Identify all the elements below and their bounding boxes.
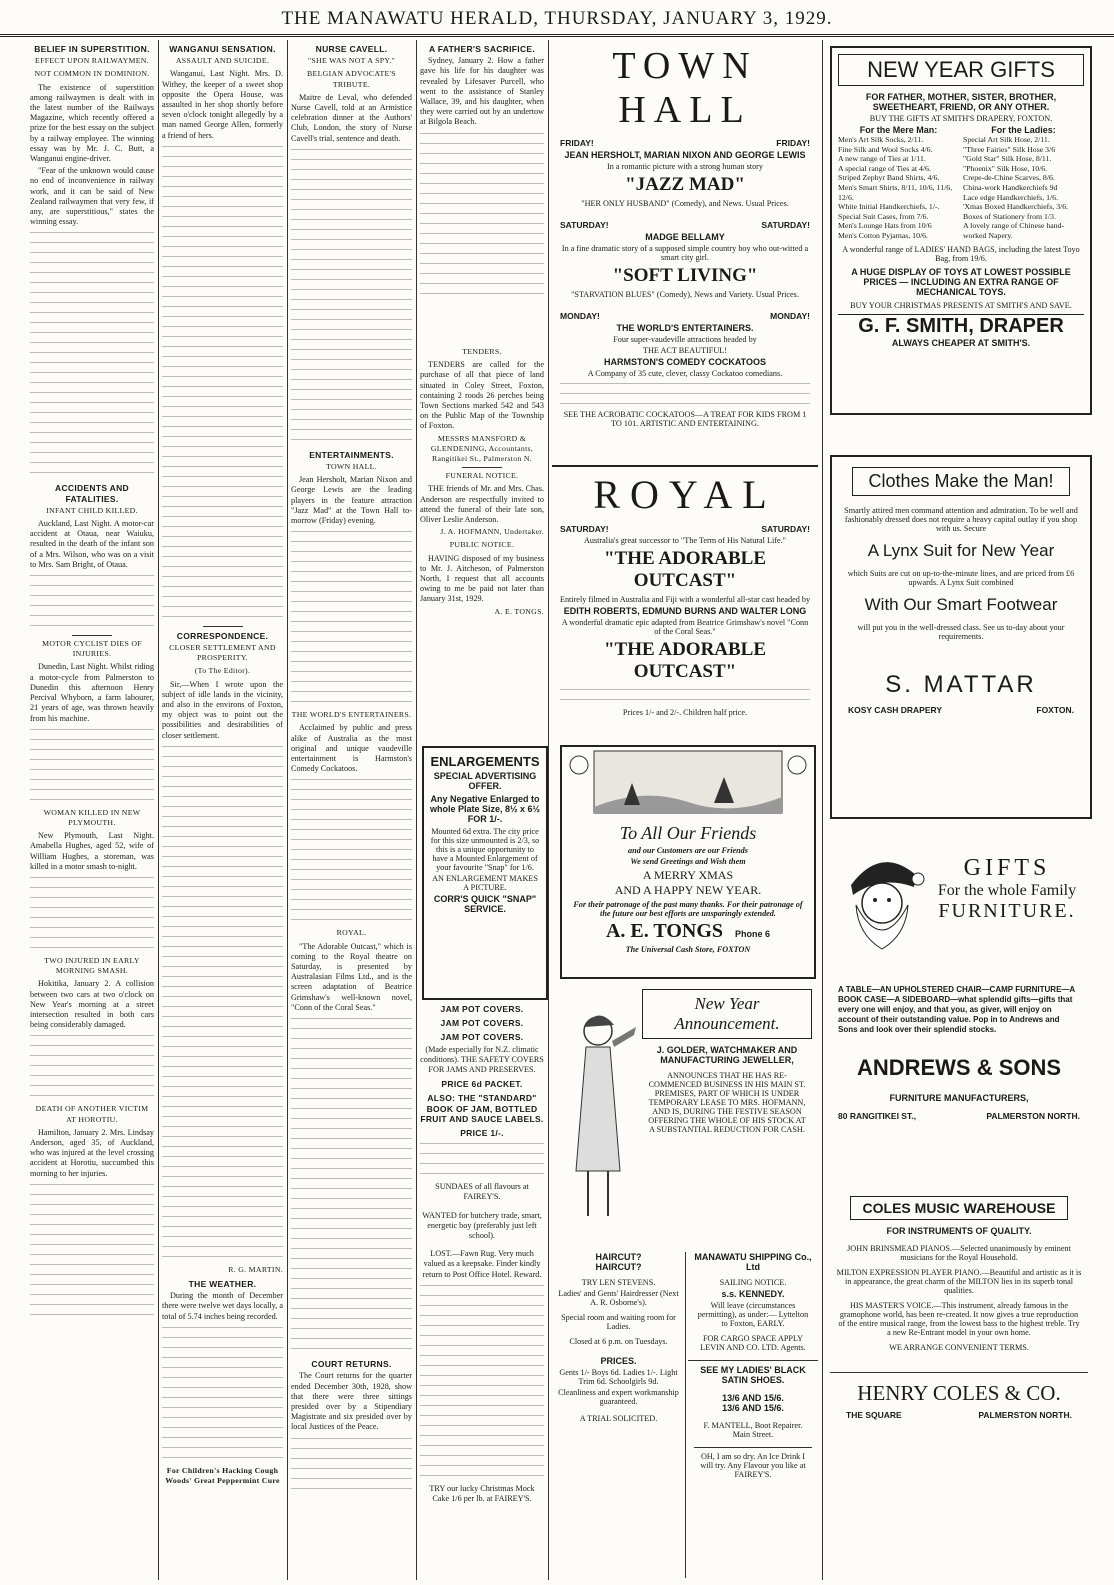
headline: ENTERTAINMENTS. — [309, 449, 394, 460]
mattar-ad — [830, 455, 1092, 819]
ad-subtitle: J. GOLDER, WATCHMAKER AND MANUFACTURING JEWELLER, — [656, 1045, 798, 1065]
shop-town: FOXTON. — [1036, 705, 1074, 715]
ad-price: PRICE 6d PACKET. — [441, 1079, 523, 1090]
shop-address: 80 RANGITIKEI ST., — [838, 1111, 916, 1121]
subheadline: ASSAULT AND SUICIDE. — [175, 56, 270, 66]
shop-town: PALMERSTON NORTH. — [978, 1410, 1072, 1420]
ad-body: "STARVATION BLUES" (Comedy), News and Variety. Usual Prices. — [571, 290, 799, 299]
day-label: FRIDAY! — [776, 138, 810, 148]
ad-text — [560, 380, 810, 408]
ad-body: A wonderful range of LADIES' HAND BAGS, including the latest Toyo Bag, from 19/6. — [842, 244, 1080, 263]
notice-heading: TENDERS. — [462, 347, 502, 356]
gift-item: China-work Handkerchiefs 9d — [963, 182, 1058, 192]
ad-body: BUY YOUR CHRISTMAS PRESENTS AT SMITH'S AND SAVE. — [850, 300, 1072, 310]
column-rule — [416, 40, 417, 1580]
gift-item: Men's Art Silk Socks, 2/11. — [838, 135, 924, 144]
ad-subtitle: FOR FATHER, MOTHER, SISTER, BROTHER, SWEETHEART, FRIEND, OR ANY OTHER. — [865, 92, 1057, 112]
gift-item: Men's Smart Shirts, 8/11, 10/6, 11/6, 12/6. — [838, 182, 953, 202]
subheadline: "SHE WAS NOT A SPY." — [307, 56, 396, 66]
ad-subtitle: FOR INSTRUMENTS OF QUALITY. — [886, 1226, 1032, 1236]
gift-item: Men's Cotton Pyjamas, 10/6. — [838, 230, 928, 240]
ad-heading: MANAWATU SHIPPING Co., Ltd — [694, 1252, 812, 1272]
greeting-line: and our Customers are our Friends — [628, 846, 748, 855]
subheadline: BELGIAN ADVOCATE'S TRIBUTE. — [307, 69, 396, 89]
ad-body: OH, I am so dry. An Ice Drink I will try. Any Flavour you like at FAIREY'S. — [694, 1447, 812, 1479]
ad-heading: HAIRCUT? — [595, 1252, 642, 1262]
ad-body: TRY our lucky Christmas Mock Cake 1/6 per lb. at FAIREY'S. — [429, 1483, 535, 1504]
gift-item: Striped Zephyr Band Shirts, 4/6. — [838, 173, 940, 183]
article-text — [291, 146, 412, 446]
ad-body: which Suits are cut on up-to-the-minute lines, and are priced from £6 upwards. A Lynx Suit combined — [847, 569, 1075, 587]
article-text — [30, 1032, 154, 1102]
headline: CORRESPONDENCE. — [176, 630, 269, 641]
subheadline: DEATH OF ANOTHER VICTIM AT HOROTIU. — [35, 1104, 149, 1124]
notice-paragraph: HAVING disposed of my business to Mr. J. Aitcheson, of Palmerston North, I request that all accounts owing to me be paid not later than January 31st, 1929. — [420, 553, 544, 604]
ad-title: ROYAL — [593, 472, 777, 517]
ad-heading: SEE MY LADIES' BLACK SATIN SHOES. — [688, 1360, 818, 1385]
ad-heading: ALSO: THE "STANDARD" BOOK OF JAM, BOTTLED FRUIT AND SAUCE LABELS. — [420, 1093, 544, 1124]
article-paragraph: Dunedin, Last Night. Whilst riding a motor-cycle from Palmerston to Dunedin this afternoon Henry Percival Whyborn, a farm labourer, 21 years of age, was thrown heavily from his machine. — [30, 662, 154, 723]
article-text — [291, 776, 412, 926]
ad-title: TOWN HALL — [612, 45, 758, 131]
ad-body: In a fine dramatic story of a supposed simple country boy who out-witted a smart city girl. — [561, 244, 809, 262]
ad-text — [420, 1140, 544, 1180]
article-text — [30, 229, 154, 479]
ad-body: Smartly attired men command attention and admiration. To be well and fashionably dressed does not require a heavy capital outlay if you shop with us. Secure — [844, 506, 1078, 533]
article-text — [30, 1181, 154, 1321]
ad-subtitle: HARMSTON'S COMEDY COCKATOOS — [604, 357, 766, 367]
day-label: SATURDAY! — [761, 220, 810, 230]
article-paragraph: Jean Hersholt, Marian Nixon and George Lewis are the leading players in the feature attraction "Jazz Mad" at the Town Hall to-morrow (Friday) evening. — [291, 475, 412, 526]
ad-price: 13/6 AND 15/6. — [722, 1393, 784, 1403]
ladies-list — [963, 125, 1084, 241]
column-rule — [822, 40, 823, 1580]
herald-girl-illustration — [558, 991, 638, 1241]
ship-name: s.s. KENNEDY. — [721, 1289, 785, 1299]
shop-town: PALMERSTON NORTH. — [986, 1111, 1080, 1121]
day-label: MONDAY! — [560, 311, 600, 321]
subheadline: (To The Editor). — [194, 666, 251, 676]
notice-address: MESSRS MANSFORD & GLENDENING, Accountants, Rangitikei St., Palmerston N. — [430, 433, 534, 464]
ad-body: ANNOUNCES THAT HE HAS RE-COMMENCED BUSINESS IN HIS MAIN ST. PREMISES, PART OF WHICH IS UNDER TEMPORARY LEASE TO MRS. HOFMANN, AND IS, DURING THE FESTIVE SEASON OFFERING THE WHOLE OF HIS STOCK AT A SUBSTANTIAL REDUCTION FOR CASH. — [648, 1071, 806, 1134]
day-row — [560, 220, 810, 230]
divider — [462, 467, 502, 468]
notice-heading: FUNERAL NOTICE. — [445, 471, 519, 481]
subheadline: TWO INJURED IN EARLY MORNING SMASH. — [44, 955, 140, 976]
article-text — [162, 743, 283, 1263]
shop-address: THE SQUARE — [846, 1410, 902, 1420]
ad-body: Australia's great successor to "The Term of His Natural Life." — [583, 536, 787, 545]
ad-body: A TABLE—AN UPHOLSTERED CHAIR—CAMP FURNITURE—A BOOK CASE—A SIDEBOARD—what splendid gifts—gifts that every one will enjoy, and that you, as giver, will enjoy on account of their outstanding value. Pop in to Andrews and Sons and look over their splendid stocks. — [838, 985, 1075, 1034]
ad-body: In a romantic picture with a strong human story — [607, 162, 763, 171]
ad-subtitle: A HUGE DISPLAY OF TOYS AT LOWEST POSSIBLE PRICES — INCLUDING AN EXTRA RANGE OF MECHANICAL TOYS. — [851, 266, 1071, 297]
greeting-line: For their patronage of the past many thanks. For their patronage of the future our best efforts are unsparingly extended. — [573, 900, 803, 918]
article-text — [30, 726, 154, 806]
ad-subtitle: THE WORLD'S ENTERTAINERS. — [616, 323, 754, 333]
ad-text — [560, 686, 810, 706]
ad-body: Entirely filmed in Australia and Fiji with a wonderful all-star cast headed by — [559, 595, 811, 604]
film-title: "THE ADORABLE OUTCAST" — [603, 548, 767, 591]
headline: A FATHER'S SACRIFICE. — [428, 44, 536, 54]
shop-tagline: KOSY CASH DRAPERY — [848, 705, 942, 715]
ad-body: F. MANTELL, Boot Repairer. Main Street. — [703, 1421, 803, 1439]
ad-body: THE ACT BEAUTIFUL! — [643, 346, 727, 355]
subheadline: INFANT CHILD KILLED. — [46, 505, 138, 515]
gift-item: "Gold Star" Silk Hose, 8/11. — [963, 154, 1052, 164]
signature: J. A. HOFMANN, Undertaker. — [440, 527, 544, 537]
cast: EDITH ROBERTS, EDMUND BURNS AND WALTER LONG — [563, 606, 807, 616]
signature: A. E. TONGS. — [494, 606, 544, 616]
ad-body: HIS MASTER'S VOICE.—This instrument, already famous in the gramophone world, has been re-created. It now gives a true reproduction of the entire musical range, from the lowest bass to the highest treble. Try a new Re-Entrant model in your own home. — [838, 1301, 1080, 1337]
article-paragraph: New Plymouth, Last Night. Amabella Hughes, aged 52, wife of William Hughes, a storeman, was killed in a motor smash to-night. — [30, 831, 154, 871]
ad-body: Special room and waiting room for Ladies. — [561, 1313, 676, 1331]
royal-ad — [552, 465, 818, 737]
ad-subtitle: For the whole Family — [937, 882, 1077, 899]
shop-name: HENRY COLES & CO. — [830, 1372, 1088, 1406]
shop-name: S. MATTAR — [885, 671, 1037, 698]
greeting-title: To All Our Friends — [619, 823, 757, 843]
golder-ad — [552, 985, 818, 1245]
shop-row — [848, 705, 1074, 715]
ad-body: A wonderful dramatic epic adapted from Beatrice Grimshaw's novel "Conn of the Coral Seas." — [561, 618, 809, 636]
ad-subtitle: SPECIAL ADVERTISING OFFER. — [433, 771, 537, 791]
ad-title: Clothes Make the Man! — [852, 467, 1070, 496]
star: MADGE BELLAMY — [645, 232, 725, 242]
headline: COURT RETURNS. — [311, 1359, 392, 1370]
ad-footer: SEE THE ACROBATIC COCKATOOS—A TREAT FOR KIDS FROM 1 TO 101. ARTISTIC AND ENTERTAINING. — [563, 410, 807, 428]
ad-heading: JAM POT COVERS. — [440, 1032, 524, 1043]
divider — [72, 635, 112, 636]
article-paragraph: Wanganui, Last Night. Mrs. D. Withey, the keeper of a sweet shop opposite the Opera House, was assaulted in her shop shortly before seven o'clock tonight allegedly by a man named George Allen, formerly a friend of hers. — [162, 69, 283, 140]
notice-paragraph: TENDERS are called for the purchase of all that piece of land situated in Coley Street, Foxton, containing 2 roods 26 perches being Town Sections marked 542 and 543 on the Public Map of the Township of Foxton. — [420, 360, 544, 431]
ad-highlight: With Our Smart Footwear — [864, 595, 1058, 614]
list-heading: For the Ladies: — [991, 125, 1056, 135]
ad-body: MILTON EXPRESSION PLAYER PIANO.—Beautiful and artistic as it is in appearance, the great charm of the MILTON lies in its superb tonal qualities. — [836, 1268, 1082, 1295]
advertisement-text: For Children's Hacking Cough Woods' Great Peppermint Cure — [165, 1465, 280, 1486]
winter-scene-illustration — [564, 747, 812, 817]
gift-item: "Three Fairies" Silk Hose 3/6 — [963, 144, 1056, 154]
gift-item: 'Xmas Boxed Handkerchiefs, 3/6. — [963, 202, 1069, 212]
day-label: SATURDAY! — [761, 524, 810, 534]
ad-body: SAILING NOTICE. — [719, 1278, 787, 1287]
ad-body: "HER ONLY HUSBAND" (Comedy), and News. Usual Prices. — [581, 199, 789, 208]
ad-body: JOHN BRINSMEAD PIANOS.—Selected unanimously by eminent musicians for the Royal Household. — [847, 1244, 1071, 1262]
column-4-small-ads — [420, 1000, 544, 1580]
article-paragraph: Hokitika, January 2. A collision between two cars at two o'clock on New Year's morning at a street intersection resulted in both cars being considerably damaged. — [30, 979, 154, 1030]
notice-heading: PUBLIC NOTICE. — [449, 540, 515, 550]
column-1 — [30, 40, 154, 1580]
ad-shop: CORR'S QUICK "SNAP" SERVICE. — [433, 894, 537, 914]
day-row — [560, 311, 810, 321]
subheadline: CLOSER SETTLEMENT AND PROSPERITY. — [169, 643, 276, 663]
column-rule — [287, 40, 288, 1580]
gift-item: Lace edge Handkerchiefs, 1/6. — [963, 192, 1059, 202]
article-text — [162, 143, 283, 623]
ad-subtitle: ALWAYS CHEAPER AT SMITH'S. — [891, 337, 1031, 348]
article-paragraph: The Court returns for the quarter ended December 30th, 1928, show that there were three sittings presided over by a Stipendiary Magistrate and six presided over by local Justices of the Peace. — [291, 1371, 412, 1432]
ad-body: WE ARRANGE CONVENIENT TERMS. — [889, 1343, 1029, 1352]
ad-body: Four super-vaudeville attractions headed by — [613, 335, 757, 344]
ad-title: ENLARGEMENTS — [430, 754, 540, 769]
shop-name: G. F. SMITH, DRAPER — [838, 314, 1084, 338]
ad-body: Ladies' and Gents' Hairdresser (Next A. R. Osborne's). — [558, 1289, 679, 1307]
ad-title: GIFTS — [963, 855, 1051, 881]
shop-desc: FURNITURE MANUFACTURERS, — [889, 1093, 1029, 1103]
article-text — [291, 1435, 412, 1495]
list-heading: For the Mere Man: — [859, 125, 938, 135]
article-paragraph: Sydney, January 2. How a father gave his life for his daughter was revealed by Lifesaver Purcell, who went to the assistance of Stanley Wallace, 39, and his daughter, when they were carried out by an undertow at Bilgola Beach. — [420, 56, 544, 127]
andrews-ad — [830, 835, 1088, 1175]
day-label: MONDAY! — [770, 311, 810, 321]
ad-highlight: A Lynx Suit for New Year — [867, 541, 1055, 560]
ad-body: A Company of 35 cute, clever, classy Cockatoo comedians. — [587, 369, 783, 378]
stevens-ad — [552, 1252, 686, 1578]
headline: ACCIDENTS AND FATALITIES. — [55, 483, 129, 504]
column-rule — [548, 40, 549, 1580]
ad-body: BUY THE GIFTS AT SMITH'S DRAPERY, FOXTON. — [869, 114, 1053, 123]
coles-ad — [830, 1190, 1088, 1578]
ad-body: Closed at 6 p.m. on Tuesdays. — [569, 1337, 668, 1346]
subheadline: MOTOR CYCLIST DIES OF INJURIES. — [42, 639, 142, 659]
gift-item: Special Suit Cases, from 7/6. — [838, 211, 929, 221]
column-4 — [420, 40, 544, 345]
column-3 — [291, 40, 412, 1580]
article-text — [420, 130, 544, 300]
headline: THE WEATHER. — [188, 1279, 257, 1290]
gift-item: "Phoenix" Silk Hose, 10/6. — [963, 163, 1048, 173]
ad-body: (Made especially for N.Z. climatic conditions). THE SAFETY COVERS FOR JAMS AND PRESERVES. — [420, 1044, 544, 1075]
divider — [203, 626, 243, 627]
article-paragraph: Acclaimed by public and press alike of Australia as the most original and unique vaudeville entertainment is Harmston's Comedy Cockatoos. — [291, 723, 412, 774]
film-title: "JAZZ MAD" — [625, 174, 745, 195]
article-paragraph: Maitre de Leval, who defended Nurse Cavell, told at an Armistice celebration dinner at the Authors' Club, London, the story of Nurse Cavell's trial, sentence and death. — [291, 92, 412, 143]
gift-item: A special range of Ties at 4/6. — [838, 163, 931, 173]
ad-body: A TRIAL SOLICITED. — [579, 1414, 658, 1423]
ad-body: Will leave (circumstances permitting), as under:— Lyttelton to Foxton, EARLY. — [697, 1301, 809, 1328]
ad-body: LOST.—Fawn Rug. Very much valued as a keepsake. Finder kindly return to Post Office Hotel. Reward. — [422, 1249, 542, 1279]
ad-price: PRICE 1/-. — [460, 1128, 504, 1139]
shop-row — [838, 1111, 1080, 1121]
ad-body: SUNDAES of all flavours at FAIREY'S. — [435, 1182, 529, 1202]
subheadline: EFFECT UPON RAILWAYMEN. — [35, 56, 149, 66]
gift-item: Boxes of Stationery from 1/3. — [963, 211, 1056, 221]
notice-paragraph: THE friends of Mr. and Mrs. Chas. Anderson are respectfully invited to attend the funeral of their late son, Oliver Leslie Anderson. — [420, 484, 544, 525]
shipping-ad — [688, 1252, 818, 1578]
ad-subtitle: FURNITURE. — [938, 900, 1076, 922]
day-row — [560, 138, 810, 148]
ad-body: Prices 1/- and 2/-. Children half price. — [622, 708, 748, 717]
gift-item: Crepe-de-Chine Scarves, 8/6. — [963, 173, 1055, 183]
article-text — [30, 874, 154, 954]
subheadline: TOWN HALL. — [326, 462, 377, 472]
headline: BELIEF IN SUPERSTITION. — [34, 44, 150, 54]
ad-body: Gents 1/- Boys 6d. Ladies 1/-. Light Trim 6d. Schoolgirls 9d. — [559, 1368, 678, 1386]
cast: JEAN HERSHOLT, MARIAN NIXON AND GEORGE LEWIS — [564, 150, 806, 160]
ad-price: 13/6 AND 15/6. — [722, 1403, 784, 1413]
article-text — [291, 528, 412, 708]
phone: Phone 6 — [735, 929, 771, 939]
film-title: "THE ADORABLE OUTCAST" — [603, 639, 767, 682]
greeting-line: A MERRY XMAS — [642, 868, 734, 882]
gift-item: White Initial Handkerchiefs, 1/-. — [838, 202, 940, 212]
gift-item: Men's Lounge Hats from 10/6 — [838, 221, 932, 231]
ad-body: FOR CARGO SPACE APPLY LEVIN AND CO. LTD. Agents. — [700, 1334, 806, 1352]
ad-body: TRY LEN STEVENS. — [581, 1278, 656, 1287]
headline: NURSE CAVELL. — [315, 44, 388, 54]
ad-body: WANTED for butchery trade, smart, energetic boy (preferably just left school). — [422, 1210, 542, 1241]
ad-body: will put you in the well-dressed class. See us to-day about your requirements. — [857, 623, 1065, 641]
ad-heading: HAIRCUT? — [595, 1262, 642, 1272]
column-4-notices — [420, 346, 544, 746]
subheadline: WOMAN KILLED IN NEW PLYMOUTH. — [43, 807, 141, 827]
day-label: SATURDAY! — [560, 524, 609, 534]
day-label: SATURDAY! — [560, 220, 609, 230]
article-paragraph: During the month of December there were twelve wet days locally, a total of 5.74 inches being recorded. — [162, 1291, 283, 1321]
ad-heading: JAM POT COVERS. — [440, 1018, 524, 1029]
ad-text — [420, 1282, 544, 1482]
gift-item: Special Art Silk Hose, 2/11. — [963, 135, 1050, 144]
shop-name: ANDREWS & SONS — [856, 1055, 1062, 1080]
ad-title: COLES MUSIC WAREHOUSE — [850, 1196, 1068, 1220]
ad-body: Mounted 6d extra. The city price for this size unmounted is 2/3, so this is a unique opportunity to have a Mounted Enlargement of your favourite "Snap" for 1/6. — [430, 827, 540, 872]
subheadline: ROYAL. — [336, 928, 367, 938]
ad-title: New Year Announcement. — [642, 989, 812, 1039]
ad-title: NEW YEAR GIFTS — [838, 54, 1084, 86]
article-paragraph: The existence of superstition among railwaymen is dealt with in the latest number of the Railways Magazine, which recently offered a prize for the best essay on the subject by a railway employee. The winning essay was by Mr. J. C. Butt, a Wanganui engine-driver. — [30, 82, 154, 164]
article-paragraph: Sir,—When I wrote upon the subject of idle lands in the vicinity, and also in the environs of Foxton, my object was to point out the possibilities and desirabilities of closer settlement. — [162, 679, 283, 740]
subheadline: THE WORLD'S ENTERTAINERS. — [291, 710, 412, 720]
film-title: "SOFT LIVING" — [612, 265, 758, 286]
ad-body: Cleanliness and expert workmanship guaranteed. — [558, 1388, 679, 1406]
subheadline: NOT COMMON IN DOMINION. — [34, 69, 150, 79]
headline: WANGANUI SENSATION. — [169, 44, 276, 54]
masthead: THE MANAWATU HERALD, THURSDAY, JANUARY 3, 1929. — [0, 6, 1114, 37]
article-text — [291, 1015, 412, 1355]
shop-address: The Universal Cash Store, FOXTON — [625, 945, 751, 954]
gift-item: Fine Silk and Wool Socks 4/6. — [838, 144, 933, 154]
ad-heading: PRICES. — [600, 1356, 637, 1366]
ad-tagline: AN ENLARGEMENT MAKES A PICTURE. — [432, 874, 538, 892]
article-paragraph: Hamilton, January 2. Mrs. Lindsay Anderson, aged 35, of Auckland, who was injured at the level crossing accident at Horotiu, succumbed this morning to her injuries. — [30, 1127, 154, 1178]
column-rule — [158, 40, 159, 1580]
article-paragraph: "The Adorable Outcast," which is coming to the Royal theatre on Saturday, is presented by Australasian Films Ltd., and is the screen adaptation of Beatrice Grimshaw's well-known novel, "Conn of the Coral Seas." — [291, 941, 412, 1012]
article-text — [30, 572, 154, 632]
ad-heading: JAM POT COVERS. — [440, 1004, 524, 1014]
greeting-line: We send Greetings and Wish them — [630, 857, 746, 866]
article-paragraph: "Fear of the unknown would cause no end of inconvenience in railway work, and it can be said of New Zealand railwaymen that very few, if any, are superstitious," states the winning essay. — [30, 166, 154, 227]
men-list — [838, 125, 959, 241]
ad-offer: Any Negative Enlarged to whole Plate Size, 8½ x 6½ FOR 1/-. — [429, 794, 541, 824]
town-hall-ad — [552, 40, 818, 460]
day-row — [560, 524, 810, 534]
shop-row — [846, 1410, 1072, 1420]
santa-illustration — [836, 845, 926, 955]
signature: R. G. MARTIN. — [228, 1264, 283, 1274]
article-text — [162, 1324, 283, 1464]
shop-name: A. E. TONGS — [605, 920, 724, 942]
gift-item: A new range of Ties at 1/11. — [838, 154, 926, 164]
tongs-greeting-ad — [560, 745, 816, 979]
gift-item: A lovely range of Chinese hand-worked Napery. — [963, 221, 1065, 240]
column-2 — [162, 40, 283, 1580]
article-paragraph: Auckland, Last Night. A motor-car accident at Otaua, near Waiuku, resulted in the death of the infant son of a Mrs. Wilson, who was on a visit to Mrs. Sam Bright, of Otaua. — [30, 519, 154, 569]
new-year-gifts-ad — [830, 46, 1092, 415]
day-label: FRIDAY! — [560, 138, 594, 148]
greeting-line: AND A HAPPY NEW YEAR. — [614, 883, 762, 897]
enlargements-ad — [422, 746, 548, 1000]
